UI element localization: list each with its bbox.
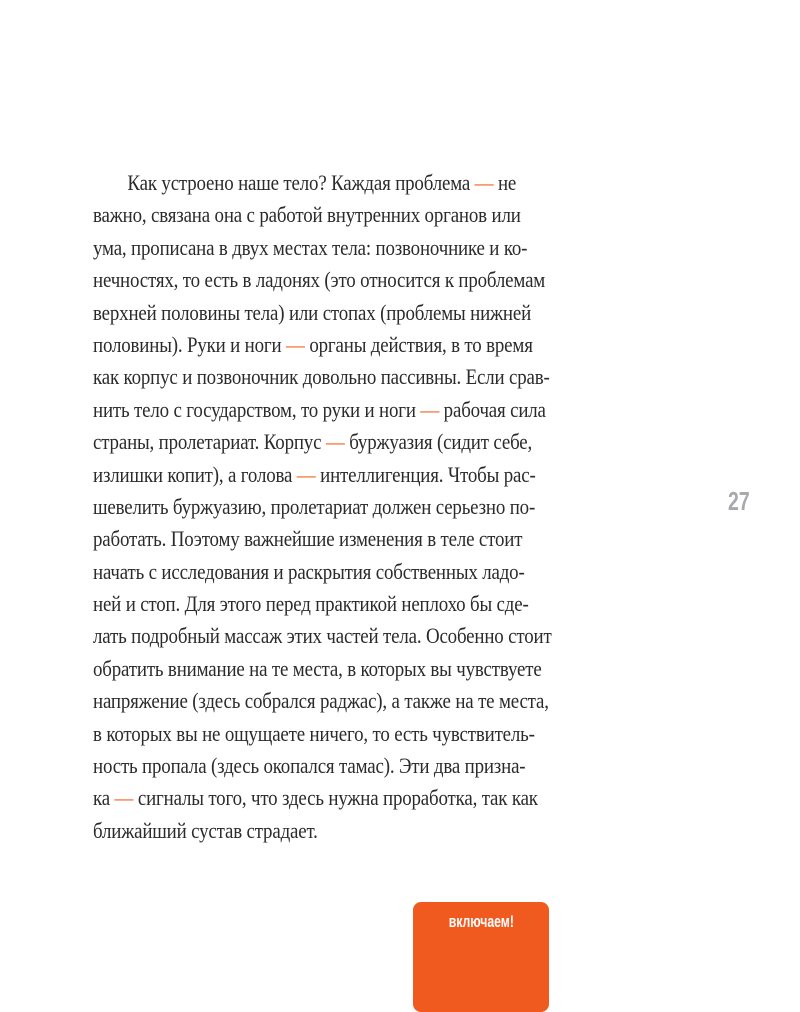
text-line: ближайший сустав страдает. (93, 817, 318, 843)
text-line: начать с исследования и раскрытия собственных ладо- (93, 558, 525, 584)
text-line: Как устроено наше тело? Каждая проблема — не (127, 170, 517, 195)
page-number: 27 (728, 486, 750, 516)
text-line: важно, связана она с работой внутренних органов или (93, 202, 521, 228)
text-line: напряжение (здесь собрался раджас), а также на те места, (93, 688, 549, 714)
text-line: страны, пролетариат. Корпус — буржуазия (сидит себе, (93, 429, 533, 455)
text-line: половины). Руки и ноги — органы действия, в то время (93, 331, 533, 357)
enable-tab-button[interactable] (413, 902, 549, 1012)
em-dash: — (420, 396, 440, 422)
body-paragraph (93, 167, 563, 847)
enable-tab-label: включаем! (448, 912, 514, 931)
text-line: работать. Поэтому важнейшие изменения в теле стоит (93, 526, 523, 552)
text-line: ней и стоп. Для этого перед практикой неплохо бы сде- (93, 591, 529, 617)
text-line: ка — сигналы того, что здесь нужна проработка, так как (93, 785, 538, 811)
text-line: излишки копит), а голова — интеллигенция. Чтобы рас- (93, 461, 536, 487)
text-line: ность пропала (здесь окопался тамас). Эти два призна- (93, 753, 526, 779)
text-line: в которых вы не ощущаете ничего, то есть чувствитель- (93, 720, 535, 746)
em-dash: — (296, 461, 316, 487)
text-line: как корпус и позвоночник довольно пассивны. Если срав- (93, 364, 550, 390)
em-dash: — (325, 429, 345, 455)
text-line: ума, прописана в двух местах тела: позвоночнике и ко- (93, 234, 528, 260)
em-dash: — (474, 170, 494, 195)
em-dash: — (286, 331, 305, 357)
text-line: лать подробный массаж этих частей тела. Особенно стоит (93, 623, 552, 649)
text-line: обратить внимание на те места, в которых вы чувствуете (93, 655, 542, 681)
text-line: нить тело с государством, то руки и ноги — рабочая сила (93, 396, 546, 422)
text-line: верхней половины тела) или стопах (проблемы нижней (93, 299, 532, 325)
text-line: нечностях, то есть в ладонях (это относится к проблемам (93, 267, 546, 293)
text-line: шевелить буржуазию, пролетариат должен серьезно по- (93, 493, 536, 519)
em-dash: — (114, 785, 134, 811)
